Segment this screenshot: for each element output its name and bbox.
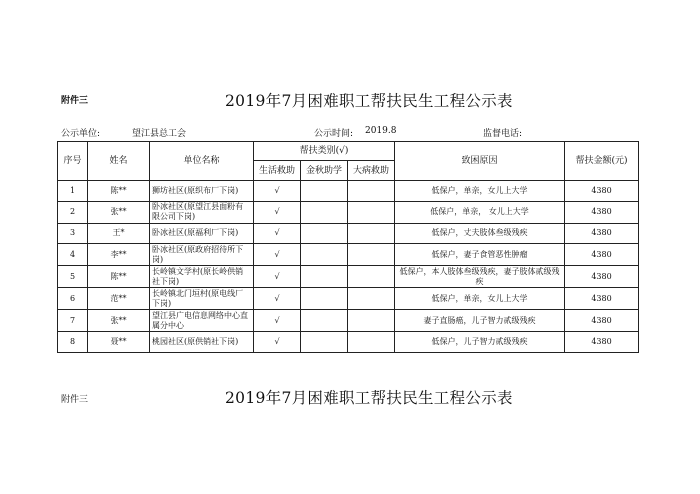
cell-illness: [348, 266, 395, 288]
cell-education: [301, 244, 348, 266]
cell-name: 范**: [88, 288, 150, 310]
cell-reason: 低保户，单亲，女儿上大学: [395, 288, 565, 310]
cell-illness: [348, 310, 395, 332]
cell-amount: 4380: [565, 181, 639, 202]
supervision-phone-label: 监督电话:: [483, 129, 523, 139]
header-row: [58, 142, 639, 161]
cell-name: 李**: [88, 244, 150, 266]
cell-name: 张**: [88, 310, 150, 332]
cell-living: √: [254, 201, 301, 223]
cell-amount: 4380: [565, 288, 639, 310]
cell-no: 2: [58, 201, 88, 223]
cell-no: 5: [58, 266, 88, 288]
cell-unit: 狮坊社区(原织布厂下岗): [150, 181, 254, 202]
cell-education: [301, 310, 348, 332]
table-row: [58, 201, 639, 223]
cell-education: [301, 332, 348, 353]
cell-reason: 低保户，本人肢体叁级残疾，妻子肢体贰级残疾: [395, 266, 565, 288]
cell-name: 陈**: [88, 266, 150, 288]
cell-unit: 卧冰社区(原政府招待所下岗): [150, 244, 254, 266]
cell-living: √: [254, 310, 301, 332]
repeat-attachment-label: 附件三: [61, 395, 89, 405]
cell-no: 1: [58, 181, 88, 202]
publisher-label: 公示单位:: [61, 129, 101, 139]
cell-no: 7: [58, 310, 88, 332]
cell-education: [301, 223, 348, 244]
repeat-document-title: 2019年7月困难职工帮扶民生工程公示表: [225, 389, 513, 407]
table-row: [58, 266, 639, 288]
header-no: 序号: [58, 142, 88, 181]
cell-no: 6: [58, 288, 88, 310]
cell-illness: [348, 201, 395, 223]
cell-name: 陈**: [88, 181, 150, 202]
header-reason: 致困原因: [395, 142, 565, 181]
cell-amount: 4380: [565, 310, 639, 332]
header-education: 金秋助学: [301, 161, 348, 181]
header-category: 帮扶类别(√): [254, 142, 395, 161]
table-row: [58, 288, 639, 310]
cell-reason: 低保户，单亲，女儿上大学: [395, 181, 565, 202]
cell-amount: 4380: [565, 244, 639, 266]
cell-amount: 4380: [565, 266, 639, 288]
cell-reason: 低保户，儿子智力贰级残疾: [395, 332, 565, 353]
cell-illness: [348, 181, 395, 202]
header-illness: 大病救助: [348, 161, 395, 181]
cell-illness: [348, 244, 395, 266]
cell-unit: 卧冰社区(原福利厂下岗): [150, 223, 254, 244]
cell-illness: [348, 332, 395, 353]
cell-living: √: [254, 244, 301, 266]
cell-name: 聂**: [88, 332, 150, 353]
publish-time-value: 2019.8: [365, 126, 397, 136]
assistance-table: [57, 141, 639, 353]
cell-unit: 桃园社区(原供销社下岗): [150, 332, 254, 353]
cell-no: 3: [58, 223, 88, 244]
cell-amount: 4380: [565, 332, 639, 353]
cell-education: [301, 288, 348, 310]
header-name: 姓名: [88, 142, 150, 181]
cell-education: [301, 266, 348, 288]
cell-reason: 低保户，丈夫肢体叁级残疾: [395, 223, 565, 244]
cell-reason: 妻子直肠癌，儿子智力贰级残疾: [395, 310, 565, 332]
cell-no: 4: [58, 244, 88, 266]
cell-name: 张**: [88, 201, 150, 223]
cell-illness: [348, 288, 395, 310]
cell-amount: 4380: [565, 223, 639, 244]
cell-unit: 卧冰社区(原望江县面粉有限公司下岗): [150, 201, 254, 223]
cell-living: √: [254, 288, 301, 310]
cell-unit: 长岭镇北门垣村(原电线厂下岗): [150, 288, 254, 310]
table-row: [58, 223, 639, 244]
cell-living: √: [254, 223, 301, 244]
cell-living: √: [254, 266, 301, 288]
cell-unit: 长岭镇文学村(原长岭供销社下岗): [150, 266, 254, 288]
cell-unit: 望江县广电信息网络中心直属分中心: [150, 310, 254, 332]
header-unit: 单位名称: [150, 142, 254, 181]
cell-no: 8: [58, 332, 88, 353]
attachment-label: 附件三: [61, 96, 89, 106]
cell-name: 王*: [88, 223, 150, 244]
table-row: [58, 244, 639, 266]
document-title: 2019年7月困难职工帮扶民生工程公示表: [225, 92, 513, 110]
cell-amount: 4380: [565, 201, 639, 223]
cell-reason: 低保户，妻子食管恶性肿瘤: [395, 244, 565, 266]
table-row: [58, 310, 639, 332]
cell-reason: 低保户，单亲， 女儿上大学: [395, 201, 565, 223]
cell-living: √: [254, 181, 301, 202]
table-row: [58, 332, 639, 353]
cell-education: [301, 181, 348, 202]
cell-illness: [348, 223, 395, 244]
cell-living: √: [254, 332, 301, 353]
cell-education: [301, 201, 348, 223]
table-row: [58, 181, 639, 202]
publish-time-label: 公示时间:: [314, 129, 354, 139]
publisher-value: 望江县总工会: [132, 129, 187, 139]
header-living: 生活救助: [254, 161, 301, 181]
header-amount: 帮扶金额(元): [565, 142, 639, 181]
